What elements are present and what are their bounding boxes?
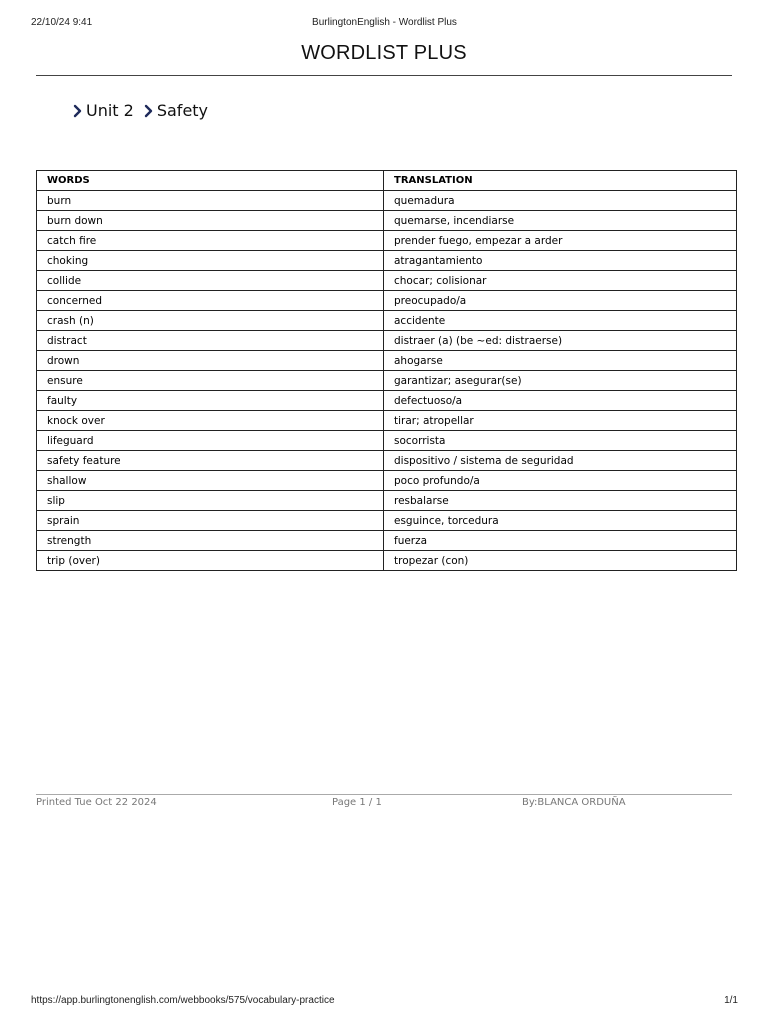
translation-cell: accidente [384, 311, 737, 331]
wordlist-table [36, 170, 737, 571]
table-row [37, 211, 737, 231]
word-cell: strength [37, 531, 384, 551]
column-header-translation: TRANSLATION [384, 171, 737, 191]
translation-cell: prender fuego, empezar a arder [384, 231, 737, 251]
table-row [37, 491, 737, 511]
table-row [37, 311, 737, 331]
table-row [37, 531, 737, 551]
word-cell: faulty [37, 391, 384, 411]
table-row [37, 551, 737, 571]
table-row [37, 231, 737, 251]
translation-cell: chocar; colisionar [384, 271, 737, 291]
word-cell: safety feature [37, 451, 384, 471]
word-cell: slip [37, 491, 384, 511]
table-row [37, 511, 737, 531]
table-row [37, 471, 737, 491]
word-cell: trip (over) [37, 551, 384, 571]
breadcrumb-label: Safety [156, 101, 209, 120]
translation-cell: preocupado/a [384, 291, 737, 311]
column-header-words: WORDS [37, 171, 384, 191]
word-cell: choking [37, 251, 384, 271]
breadcrumb-item-topic[interactable] [144, 101, 208, 120]
title-divider [36, 75, 732, 76]
table-row [37, 351, 737, 371]
table-row [37, 371, 737, 391]
table-row [37, 411, 737, 431]
translation-cell: ahogarse [384, 351, 737, 371]
breadcrumb-label: Unit 2 [86, 101, 134, 120]
table-header-row [37, 171, 737, 191]
translation-cell: garantizar; asegurar(se) [384, 371, 737, 391]
print-page-count: 1/1 [724, 995, 738, 1006]
author-byline: By:BLANCA ORDUÑA [522, 797, 626, 808]
chevron-right-icon [144, 104, 154, 118]
word-cell: sprain [37, 511, 384, 531]
wordlist-body [37, 191, 737, 571]
page-title: WORDLIST PLUS [301, 42, 467, 64]
translation-cell: resbalarse [384, 491, 737, 511]
word-cell: ensure [37, 371, 384, 391]
footer-divider [36, 794, 732, 795]
word-cell: concerned [37, 291, 384, 311]
word-cell: lifeguard [37, 431, 384, 451]
word-cell: catch fire [37, 231, 384, 251]
print-url: https://app.burlingtonenglish.com/webbooks/575/vocabulary-practice [31, 995, 335, 1006]
printed-date: Printed Tue Oct 22 2024 [36, 797, 157, 808]
table-row [37, 331, 737, 351]
word-cell: collide [37, 271, 384, 291]
print-header [31, 17, 738, 31]
word-cell: knock over [37, 411, 384, 431]
word-cell: distract [37, 331, 384, 351]
translation-cell: quemadura [384, 191, 737, 211]
breadcrumb [73, 101, 218, 120]
translation-cell: esguince, torcedura [384, 511, 737, 531]
translation-cell: socorrista [384, 431, 737, 451]
translation-cell: quemarse, incendiarse [384, 211, 737, 231]
print-footer [31, 995, 738, 1009]
table-row [37, 391, 737, 411]
table-row [37, 251, 737, 271]
translation-cell: distraer (a) (be ~ed: distraerse) [384, 331, 737, 351]
translation-cell: tropezar (con) [384, 551, 737, 571]
table-row [37, 431, 737, 451]
print-datetime: 22/10/24 9:41 [31, 17, 93, 28]
translation-cell: tirar; atropellar [384, 411, 737, 431]
print-document-title: BurlingtonEnglish - Wordlist Plus [312, 17, 457, 28]
word-cell: burn [37, 191, 384, 211]
page-footer [36, 797, 732, 811]
translation-cell: defectuoso/a [384, 391, 737, 411]
translation-cell: atragantamiento [384, 251, 737, 271]
word-cell: drown [37, 351, 384, 371]
word-cell: crash (n) [37, 311, 384, 331]
chevron-right-icon [73, 104, 83, 118]
translation-cell: poco profundo/a [384, 471, 737, 491]
table-row [37, 291, 737, 311]
table-row [37, 271, 737, 291]
translation-cell: dispositivo / sistema de seguridad [384, 451, 737, 471]
word-cell: shallow [37, 471, 384, 491]
table-row [37, 451, 737, 471]
breadcrumb-item-unit[interactable] [73, 101, 134, 120]
page-number: Page 1 / 1 [332, 797, 382, 808]
translation-cell: fuerza [384, 531, 737, 551]
word-cell: burn down [37, 211, 384, 231]
table-row [37, 191, 737, 211]
